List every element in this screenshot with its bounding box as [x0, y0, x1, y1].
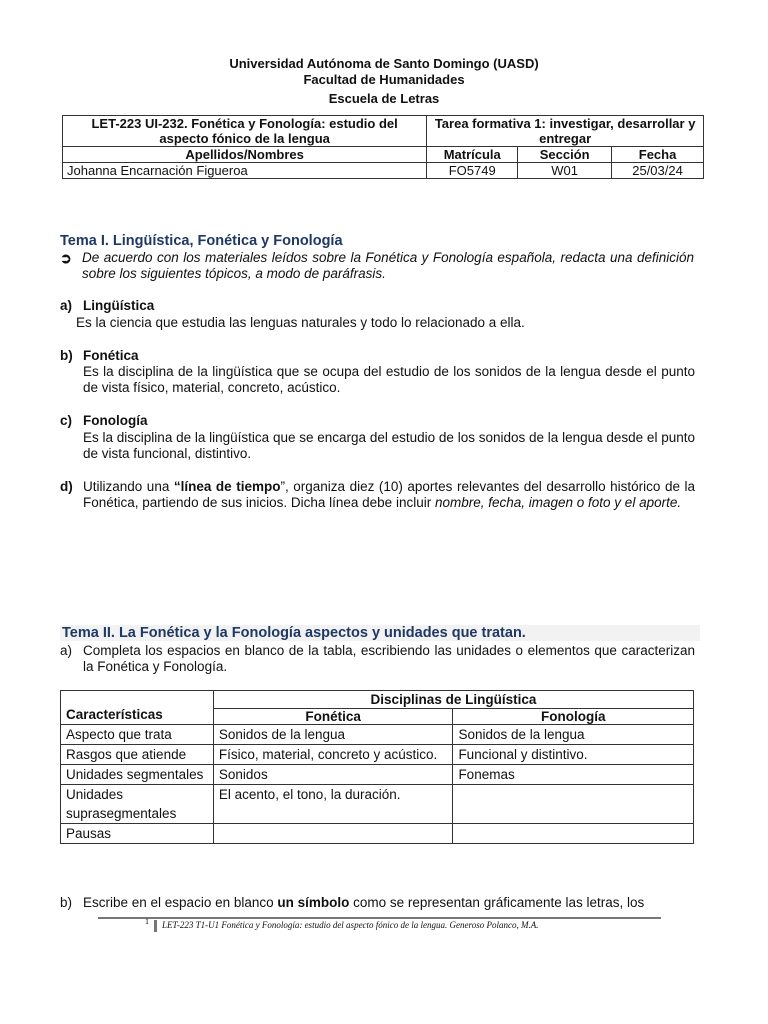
value-fecha: 25/03/24	[612, 163, 704, 179]
item-b-title: Fonética	[83, 348, 139, 363]
table-cell: Unidades suprasegmentales	[61, 785, 214, 824]
table-cell	[213, 824, 453, 844]
table-row	[61, 824, 694, 844]
student-info-table	[62, 115, 704, 179]
header-seccion: Sección	[518, 147, 612, 163]
course-title-cell: LET-223 UI-232. Fonética y Fonología: estudio del aspecto fónico de la lengua	[63, 116, 427, 147]
table-cell: Rasgos que atiende	[61, 745, 214, 765]
table-row	[61, 725, 694, 745]
item-a-title: Lingüística	[83, 298, 155, 313]
item-d-label: d)	[60, 479, 73, 494]
table-cell	[453, 785, 694, 824]
tema1-instruction: De acuerdo con los materiales leídos sobre la Fonética y Fonología española, redacta una definición sobre los siguientes tópicos, a modo de paráfrasis.	[82, 250, 694, 281]
tema1-title: Tema I. Lingüística, Fonética y Fonología	[60, 233, 343, 249]
university-name: Universidad Autónoma de Santo Domingo (UASD)	[229, 56, 539, 71]
table-cell: Sonidos de la lengua	[453, 725, 694, 745]
header-matricula: Matrícula	[427, 147, 518, 163]
table-row	[61, 745, 694, 765]
arrow-bullet-icon: ➲	[60, 250, 72, 266]
table-cell: Físico, material, concreto y acústico.	[213, 745, 453, 765]
table-cell: Unidades segmentales	[61, 765, 214, 785]
footer-text: LET-223 T1-U1 Fonética y Fonología: estudio del aspecto fónico de la lengua. Generoso Polanco, M.A.	[162, 920, 539, 930]
characteristics-header: Características	[61, 691, 214, 725]
item-a-text: Es la ciencia que estudia las lenguas naturales y todo lo relacionado a ella.	[76, 315, 525, 330]
table-cell: El acento, el tono, la duración.	[213, 785, 453, 824]
table-cell: Aspecto que trata	[61, 725, 214, 745]
table-row	[61, 765, 694, 785]
item-b-text: Es la disciplina de la lingüística que se ocupa del estudio de los sonidos de la lengua desde el punto de vista físico, material, concreto, acústico.	[83, 364, 695, 395]
item-c-text: Es la disciplina de la lingüística que se encarga del estudio de los sonidos de la lengua desde el punto de vista funcional, distintivo.	[83, 430, 695, 461]
faculty-name: Facultad de Humanidades	[303, 72, 465, 87]
item-d-text: Utilizando una “línea de tiempo”, organiza diez (10) aportes relevantes del desarrollo histórico de la Fonética, partiendo de sus inicios. Dicha línea debe incluir nombre, fecha, imagen o foto y el aporte.	[83, 479, 695, 510]
tema2-b-label: b)	[60, 895, 73, 910]
tema2-title: Tema II. La Fonética y la Fonología aspectos y unidades que tratan.	[60, 625, 700, 641]
disciplines-header: Disciplinas de Lingüística	[213, 691, 693, 709]
table-cell: Sonidos	[213, 765, 453, 785]
value-names: Johanna Encarnación Figueroa	[63, 163, 427, 179]
disciplines-table	[60, 690, 694, 844]
fonetica-header: Fonética	[213, 709, 453, 725]
footer-divider	[98, 917, 661, 919]
table-cell: Pausas	[61, 824, 214, 844]
item-c-label: c)	[60, 413, 73, 428]
task-title-cell: Tarea formativa 1: investigar, desarrollar y entregar	[427, 116, 704, 147]
table-cell	[453, 824, 694, 844]
value-seccion: W01	[518, 163, 612, 179]
footer-bar	[154, 920, 157, 932]
footer-page-number: 1	[145, 917, 149, 926]
table-cell: Sonidos de la lengua	[213, 725, 453, 745]
item-b-label: b)	[60, 348, 73, 363]
tema2-b-text: Escribe en el espacio en blanco un símbolo como se representan gráficamente las letras, los	[83, 895, 645, 910]
school-name: Escuela de Letras	[328, 91, 440, 106]
table-row	[61, 785, 694, 824]
fonologia-header: Fonología	[453, 709, 694, 725]
table-cell: Fonemas	[453, 765, 694, 785]
table-cell: Funcional y distintivo.	[453, 745, 694, 765]
header-names: Apellidos/Nombres	[63, 147, 427, 163]
tema2-a-label: a)	[60, 643, 73, 658]
tema2-a-text: Completa los espacios en blanco de la tabla, escribiendo las unidades o elementos que caracterizan la Fonética y Fonología.	[83, 643, 695, 674]
value-matricula: FO5749	[427, 163, 518, 179]
item-a-label: a)	[60, 298, 73, 313]
header-fecha: Fecha	[612, 147, 704, 163]
item-c-title: Fonología	[83, 413, 148, 428]
